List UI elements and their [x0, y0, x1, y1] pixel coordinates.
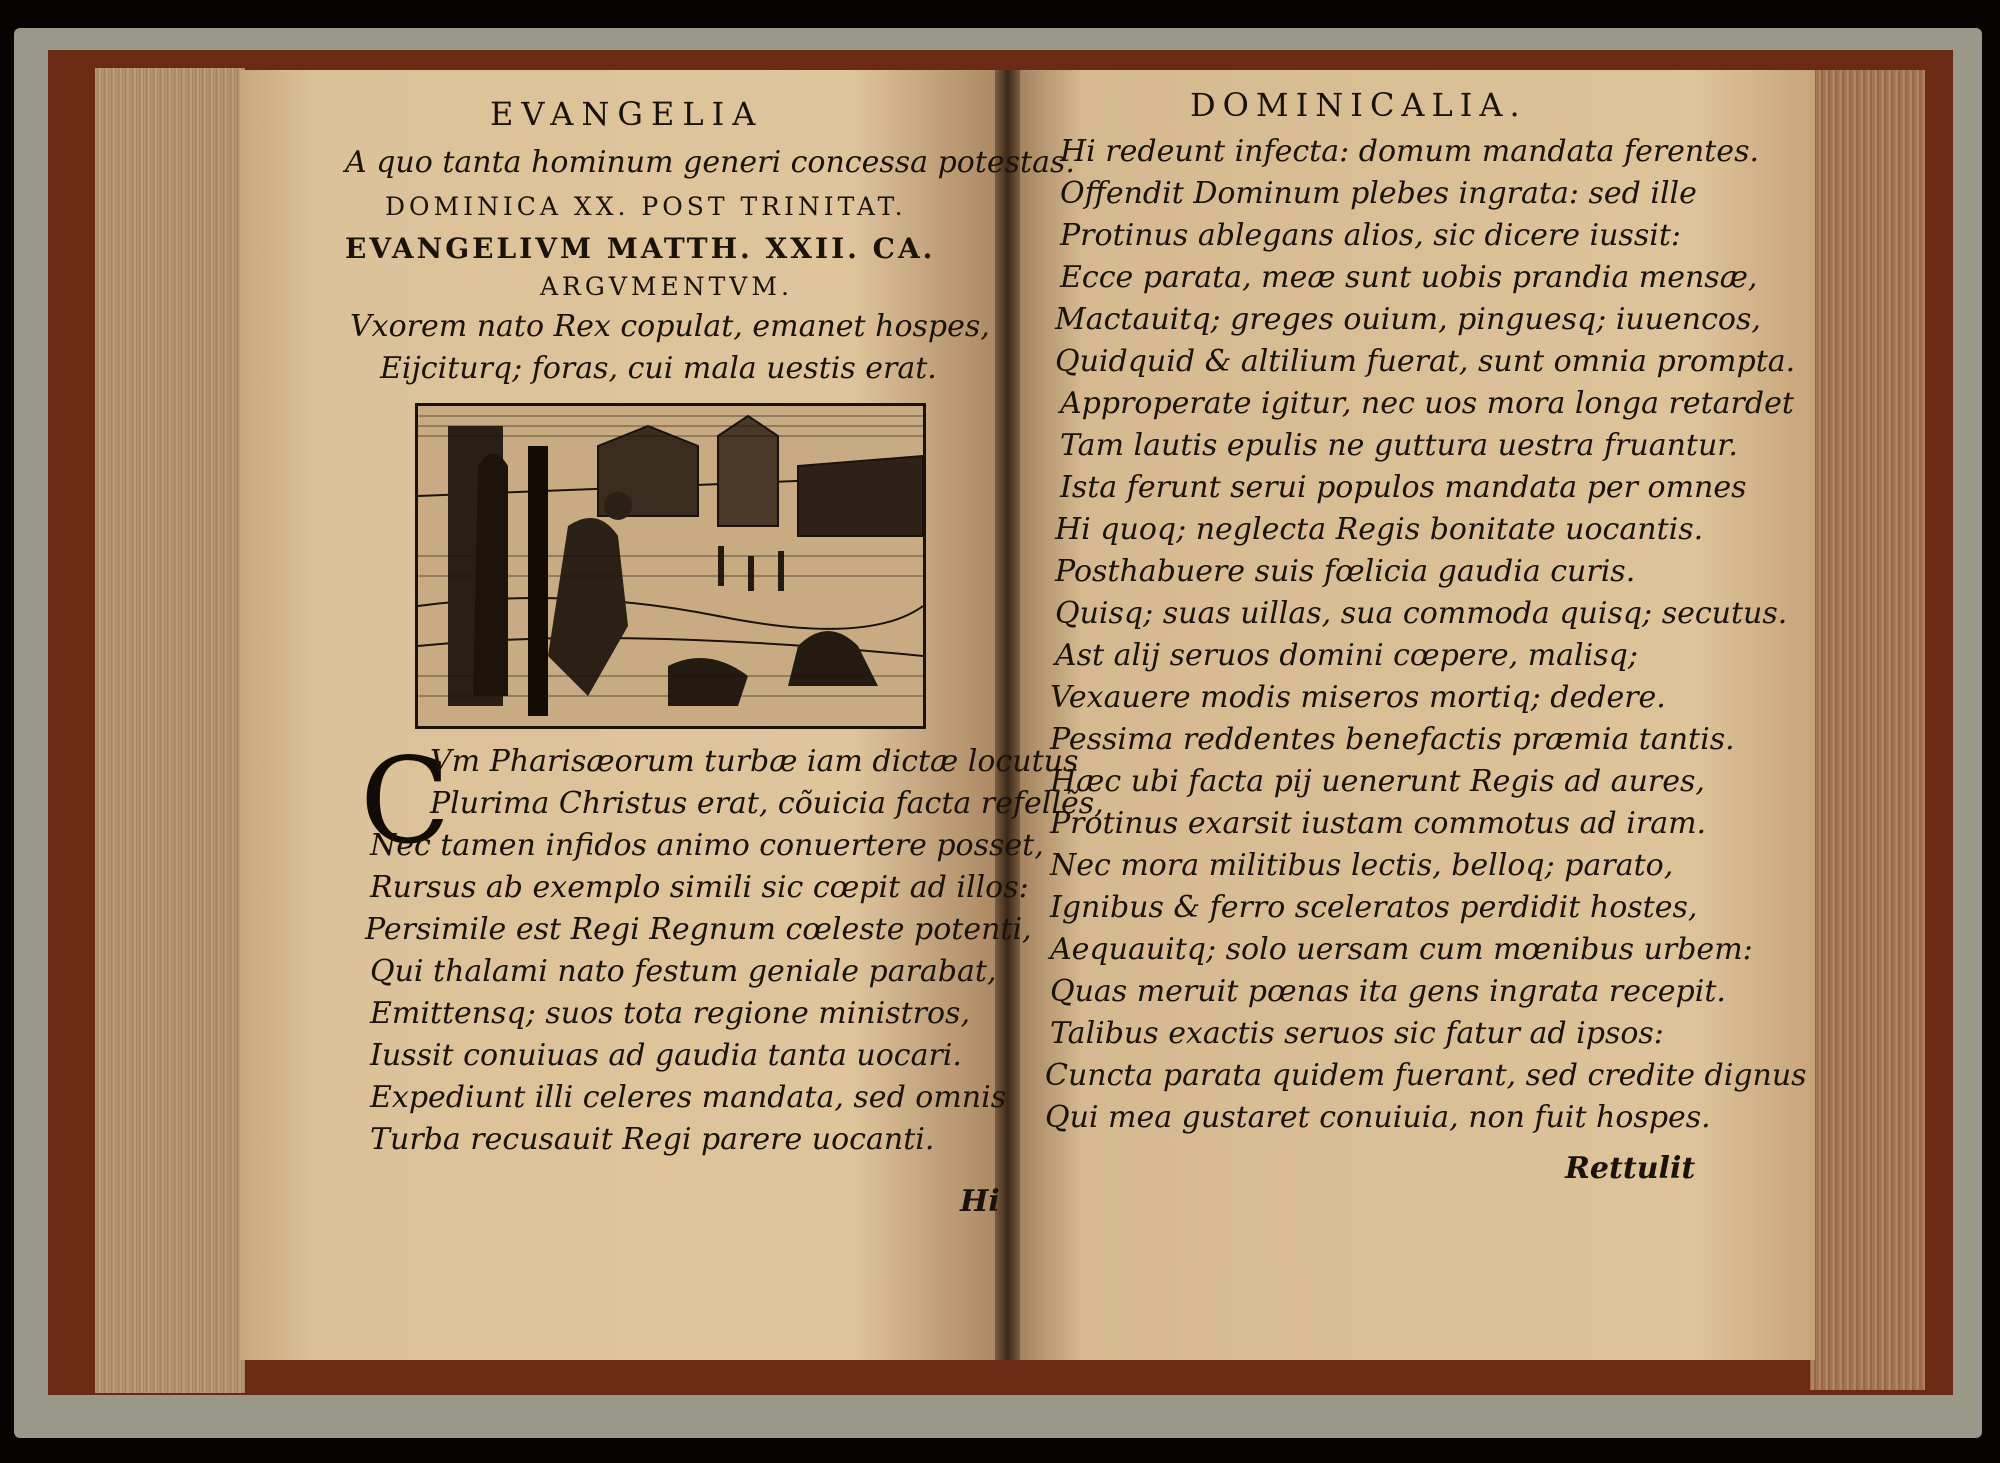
left-body-line: Rursus ab exemplo simili sic cœpit ad illos:	[370, 870, 1029, 905]
left-body-line: Emittensq; suos tota regione ministros,	[370, 996, 970, 1031]
right-body-line: Posthabuere suis fœlicia gaudia curis.	[1055, 554, 1636, 589]
left-body-line: Plurima Christus erat, cõuicia facta refellẽs,	[430, 786, 1104, 821]
right-body-line: Hi quoq; neglecta Regis bonitate uocantis.	[1055, 512, 1704, 547]
woodcut-scene	[418, 406, 923, 726]
right-body-line: Talibus exactis seruos sic fatur ad ipsos:	[1050, 1016, 1664, 1051]
right-body-line: Ecce parata, meæ sunt uobis prandia mensæ,	[1060, 260, 1758, 295]
page-edges-right	[1810, 70, 1925, 1390]
left-body-line: Turba recusauit Regi parere uocanti.	[370, 1122, 935, 1157]
right-body-line: Protinus exarsit iustam commotus ad iram.	[1050, 806, 1707, 841]
drop-cap: C	[360, 732, 451, 870]
right-body-line: Offendit Dominum plebes ingrata: sed ille	[1060, 176, 1697, 211]
right-body-line: Pessima reddentes benefactis præmia tantis.	[1050, 722, 1735, 757]
right-body-line: Mactauitq; greges ouium, pinguesq; iuuencos,	[1055, 302, 1761, 337]
right-body-line: Vexauere modis miseros mortiq; dedere.	[1050, 680, 1666, 715]
left-line-argument: Vxorem nato Rex copulat, emanet hospes,	[350, 309, 990, 344]
left-body-line: Vm Pharisæorum turbæ iam dictæ locutus	[430, 744, 1079, 779]
left-line-gospel-heading: EVANGELIVM MATTH. XXII. CA.	[345, 232, 936, 265]
right-body-line: Hi redeunt infecta: domum mandata ferentes.	[1060, 134, 1759, 169]
left-body-line: Qui thalami nato festum geniale parabat,	[370, 954, 997, 989]
left-body-line: Iussit conuiuas ad gaudia tanta uocari.	[370, 1038, 962, 1073]
right-body-line: Hæc ubi facta pij uenerunt Regis ad aures,	[1050, 764, 1705, 799]
left-body-line: Expediunt illi celeres mandata, sed omnis	[370, 1080, 1007, 1115]
right-body-line: Tam lautis epulis ne guttura uestra fruantur.	[1060, 428, 1738, 463]
right-catchword: Rettulit	[1565, 1151, 1696, 1186]
right-body-line: Ista ferunt serui populos mandata per omnes	[1060, 470, 1747, 505]
left-running-head: EVANGELIA	[490, 95, 764, 133]
right-body-line: Quidquid & altilium fuerat, sunt omnia prompta.	[1055, 344, 1796, 379]
left-body-line: Nec tamen infidos animo conuertere posset,	[370, 828, 1044, 863]
right-body-line: Nec mora militibus lectis, belloq; parato,	[1050, 848, 1674, 883]
woodcut-illustration	[415, 403, 926, 729]
left-catchword: Hi	[960, 1184, 1000, 1219]
right-body-line: Quisq; suas uillas, sua commoda quisq; secutus.	[1055, 596, 1788, 631]
right-body-line: Ignibus & ferro sceleratos perdidit hostes,	[1050, 890, 1698, 925]
right-body-line: Aequauitq; solo uersam cum mœnibus urbem:	[1050, 932, 1753, 967]
right-body-line: Quas meruit pœnas ita gens ingrata recepit.	[1050, 974, 1726, 1009]
left-line-argument: Eijciturq; foras, cui mala uestis erat.	[380, 351, 937, 386]
page-edges-left	[95, 68, 245, 1393]
right-running-head: DOMINICALIA.	[1190, 86, 1527, 124]
right-body-line: Approperate igitur, nec uos mora longa retardet	[1060, 386, 1794, 421]
book-gutter	[995, 70, 1020, 1360]
left-line-sunday-heading: DOMINICA XX. POST TRINITAT.	[385, 192, 907, 221]
right-body-line: Cuncta parata quidem fuerant, sed credite dignus	[1045, 1058, 1807, 1093]
left-line-argument-heading: ARGVMENTVM.	[540, 272, 793, 301]
right-body-line: Protinus ablegans alios, sic dicere iussit:	[1060, 218, 1681, 253]
right-body-line: Ast alij seruos domini cœpere, malisq;	[1055, 638, 1638, 673]
right-body-line: Qui mea gustaret conuiuia, non fuit hospes.	[1045, 1100, 1711, 1135]
left-body-line: Persimile est Regi Regnum cœleste potenti,	[365, 912, 1032, 947]
left-line: A quo tanta hominum generi concessa potestas.	[345, 145, 1075, 180]
